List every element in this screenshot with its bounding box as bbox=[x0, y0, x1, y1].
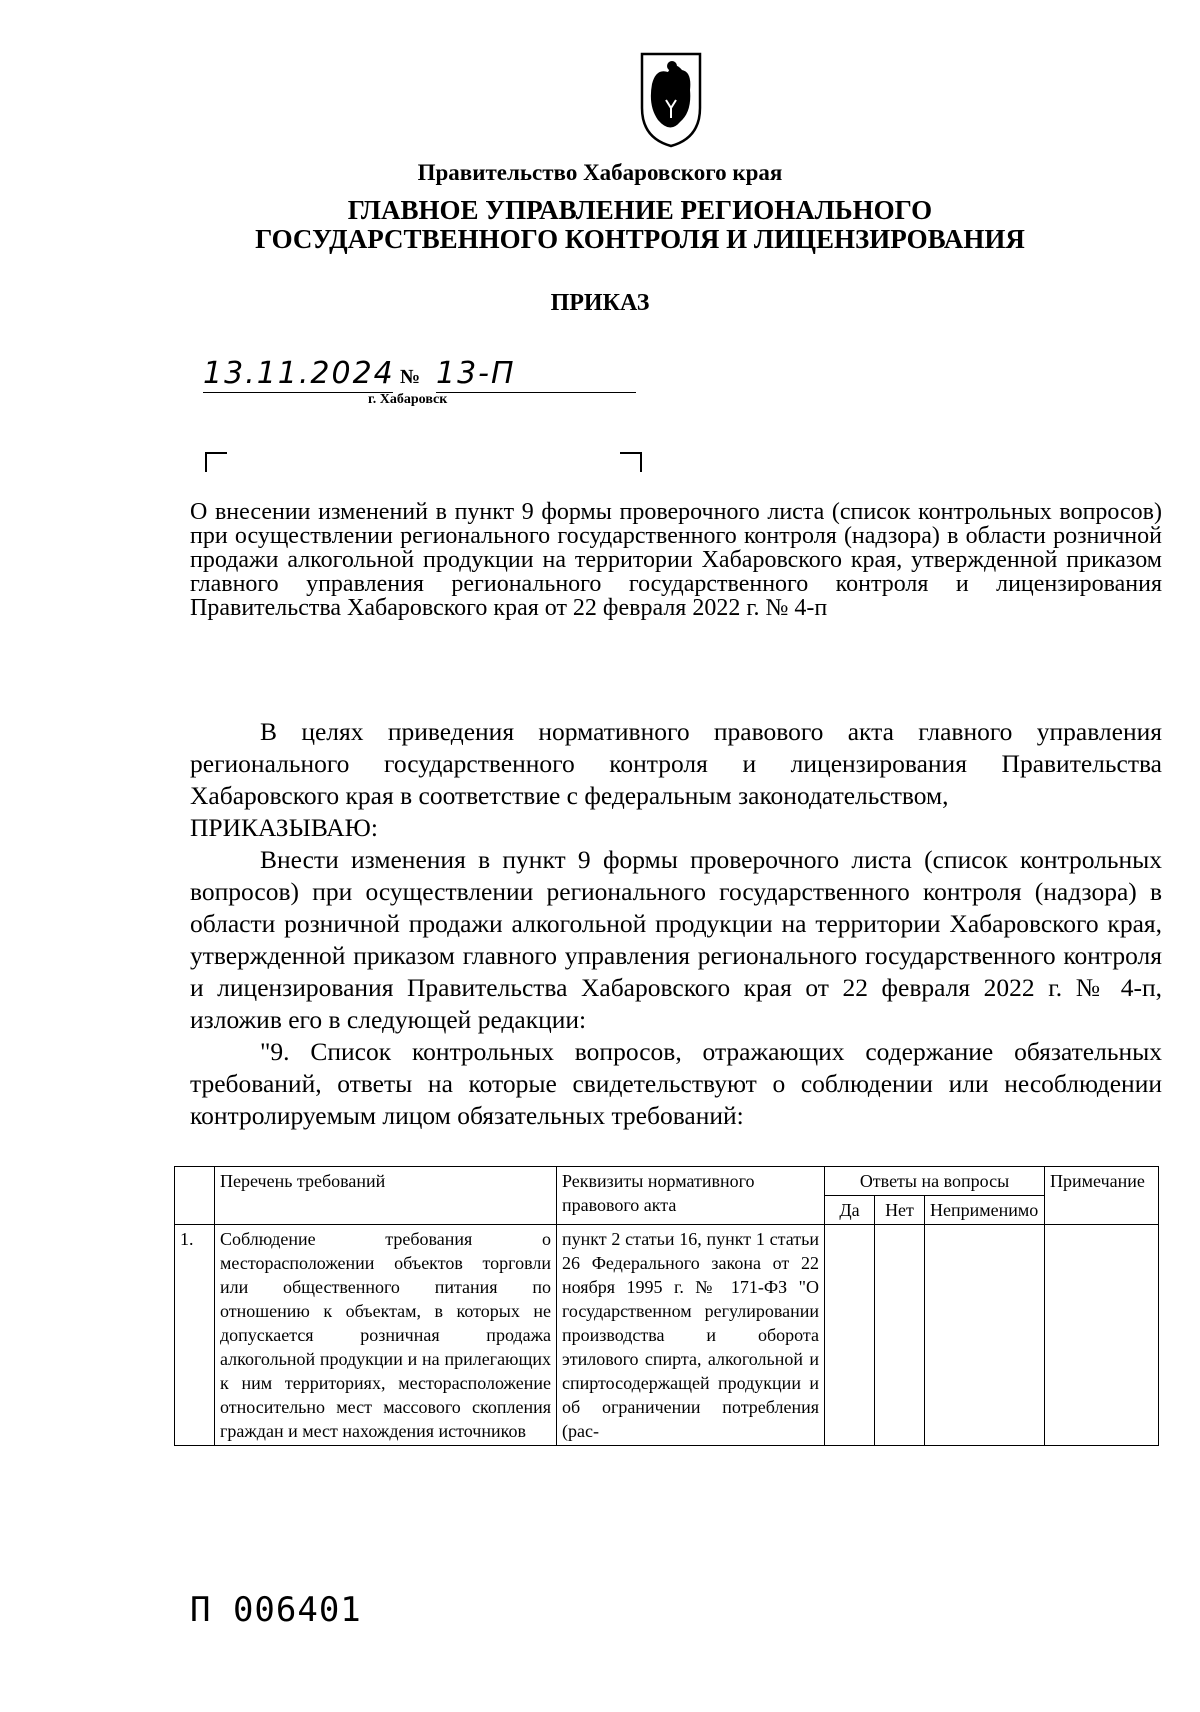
row-no bbox=[875, 1225, 925, 1446]
row-number: 1. bbox=[175, 1225, 215, 1446]
order-subject: О внесении изменений в пункт 9 формы проверочного листа (список контрольных вопросов) при осуществлении регионального государственного контроля (надзора) в области розничной продажи алкогольной продукции на территории Хабаровского края, утвержденной приказом главного управления регионального государственного контроля и лицензирования Правительства Хабаровского края от 22 февраля 2022 г. № 4-п bbox=[190, 499, 1162, 621]
order-date: 13.11.2024 bbox=[203, 356, 395, 391]
document-type: ПРИКАЗ bbox=[550, 290, 650, 316]
table-header-row bbox=[175, 1167, 1159, 1196]
order-word: ПРИКАЗЫВАЮ: bbox=[190, 813, 378, 842]
organization-name: Правительство Хабаровского края bbox=[417, 160, 783, 185]
row-requirement: Соблюдение требования о месторасположении объектов торговли или общественного питания по отношению к объектам, в которых не допускается розничная продажа алкогольной продукции и на прилегающих к ним территориях, месторасположение относительно мест массового скопления граждан и мест нахождения источников bbox=[215, 1225, 557, 1446]
header-na: Неприменимо bbox=[925, 1196, 1045, 1225]
row-act: пункт 2 статьи 16, пункт 1 статьи 26 Федерального закона от 22 ноября 1995 г. № 171-ФЗ "О государственном регулировании производства и оборота этилового спирта, алкогольной и спиртосодержащей продукции и об ограничении потребления (рас- bbox=[557, 1225, 825, 1446]
header-no: Нет bbox=[875, 1196, 925, 1225]
body-paragraph-3: "9. Список контрольных вопросов, отражающих содержание обязательных требований, ответы на которые свидетельствуют о соблюдении или несоблюдении контролируемым лицом обязательных требований: bbox=[190, 1037, 1162, 1130]
coat-of-arms-icon bbox=[636, 46, 706, 150]
order-body bbox=[190, 716, 1162, 1132]
department-name bbox=[180, 196, 1100, 254]
body-paragraph-1: В целях приведения нормативного правового акта главного управления регионального государственного контроля и лицензирования Правительства Хабаровского края в соответствие с федеральным законодательством, bbox=[190, 717, 1162, 810]
number-sign: № bbox=[400, 366, 421, 388]
department-line-1: ГЛАВНОЕ УПРАВЛЕНИЕ РЕГИОНАЛЬНОГО bbox=[347, 195, 933, 225]
order-number: 13-П bbox=[436, 356, 636, 393]
serial-stamp: П 006401 bbox=[190, 1590, 362, 1630]
city-label: г. Хабаровск bbox=[368, 392, 448, 407]
row-yes bbox=[825, 1225, 875, 1446]
bracket-right bbox=[620, 452, 642, 472]
header-num-cell bbox=[175, 1167, 215, 1225]
requirements-table bbox=[174, 1166, 1159, 1446]
header-requirements: Перечень требований bbox=[215, 1167, 557, 1225]
row-na bbox=[925, 1225, 1045, 1446]
department-line-2: ГОСУДАРСТВЕННОГО КОНТРОЛЯ И ЛИЦЕНЗИРОВАНИЯ bbox=[255, 224, 1025, 254]
header-yes: Да bbox=[825, 1196, 875, 1225]
body-paragraph-2: Внести изменения в пункт 9 формы проверочного листа (список контрольных вопросов) при осуществлении регионального государственного контроля (надзора) в области розничной продажи алкогольной продукции на территории Хабаровского края, утвержденной приказом главного управления регионального государственного контроля и лицензирования Правительства Хабаровского края от 22 февраля 2022 г. № 4-п, изложив его в следующей редакции: bbox=[190, 845, 1162, 1034]
header-note: Примечание bbox=[1045, 1167, 1159, 1225]
row-note bbox=[1045, 1225, 1159, 1446]
bracket-left bbox=[205, 452, 227, 472]
header-act: Реквизиты нормативного правового акта bbox=[557, 1167, 825, 1225]
header-answers: Ответы на вопросы bbox=[825, 1167, 1045, 1196]
table-row bbox=[175, 1225, 1159, 1446]
